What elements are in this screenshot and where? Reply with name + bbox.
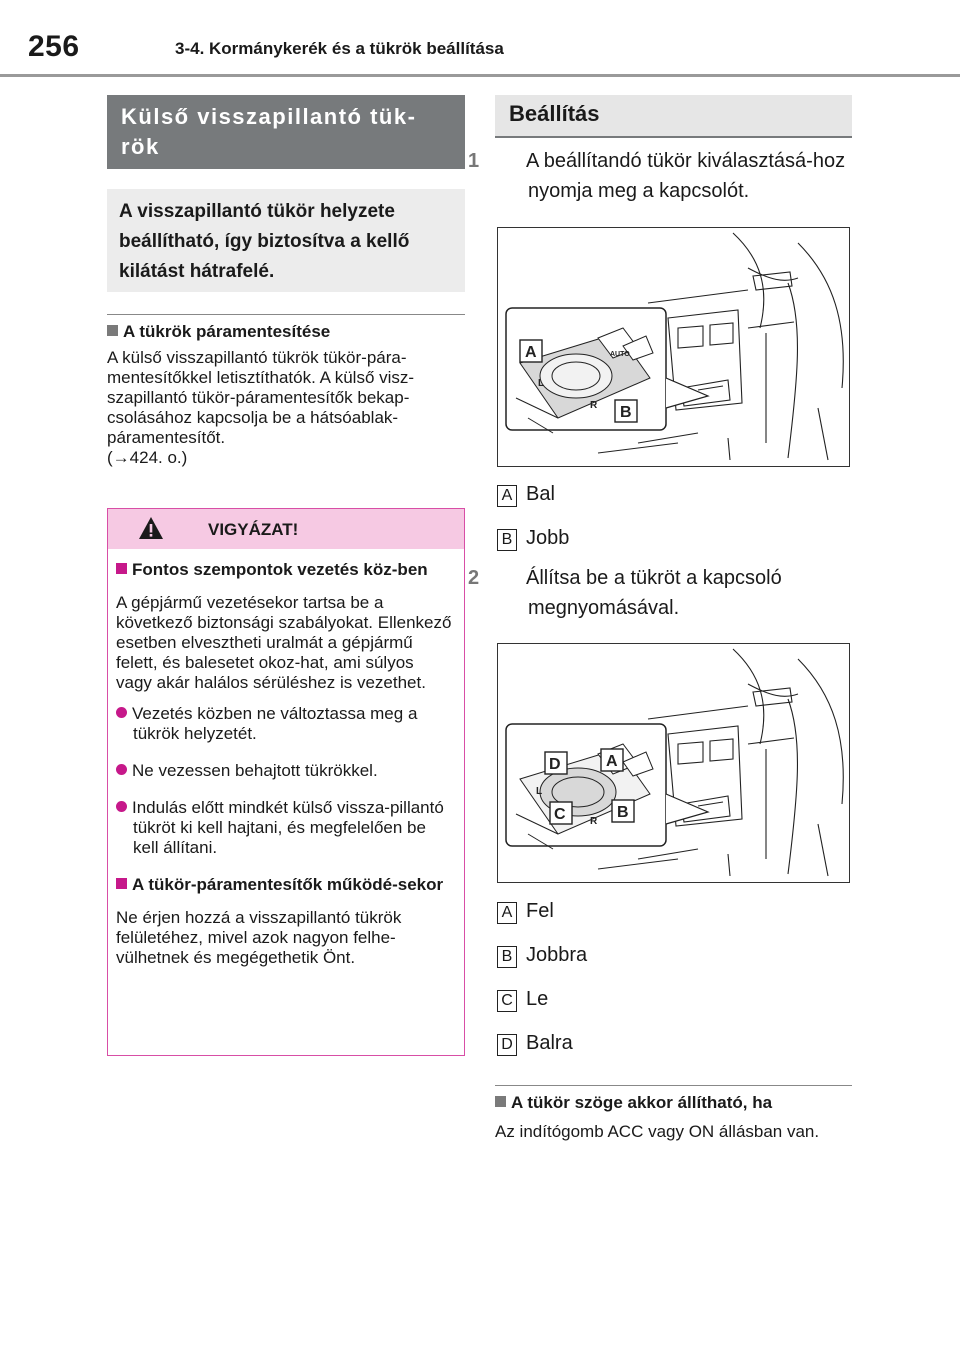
legend1-item-a <box>497 481 555 507</box>
fig1-r-label: R <box>590 400 598 411</box>
caution-text-2: Ne érjen hozzá a visszapillantó tükrök felületéhez, mivel azok nagyon felhe-vülhetnek és megégethetik Önt. <box>116 908 402 967</box>
figure-mirror-adjust <box>497 643 850 883</box>
legend1-text-a: Bal <box>526 483 555 505</box>
fig2-callout-a: A <box>606 753 618 770</box>
caution-header <box>108 509 464 549</box>
legend2-item-a <box>497 898 554 924</box>
caution-bullet-2 <box>116 761 452 781</box>
fig1-callout-b: B <box>620 404 632 421</box>
fig1-l-label: L <box>538 378 545 389</box>
note-heading <box>495 1092 852 1114</box>
legend2-key-b: B <box>497 946 517 968</box>
caution-body <box>116 559 452 968</box>
square-bullet-icon <box>116 563 127 574</box>
mirror-switch-illustration-1 <box>498 228 848 465</box>
fig2-callout-d: D <box>549 756 561 773</box>
defog-title: A tükrök páramentesítése <box>123 322 331 341</box>
divider <box>107 314 465 315</box>
fig2-callout-c: C <box>554 806 566 823</box>
step-1-number: 1 <box>468 150 480 172</box>
square-bullet-icon <box>495 1096 506 1107</box>
defog-section <box>107 321 465 468</box>
caution-subheading-2 <box>116 874 452 896</box>
header-rule <box>0 74 960 77</box>
fig1-auto-label: AUTO <box>610 351 630 358</box>
legend2-text-c: Le <box>526 988 549 1010</box>
caution-bullet-1 <box>116 704 452 744</box>
fig2-r-label: R <box>590 816 598 827</box>
square-bullet-icon <box>116 878 127 889</box>
figure-mirror-select <box>497 227 850 467</box>
legend2-text-a: Fel <box>526 900 554 922</box>
round-bullet-icon <box>116 801 127 812</box>
fig2-callout-b: B <box>617 804 629 821</box>
caution-bullet-1-text: Vezetés közben ne változtassa meg a tükrök helyzetét. <box>132 704 418 743</box>
caution-box <box>107 508 465 1056</box>
caution-bullet-3 <box>116 798 452 858</box>
legend1-key-a: A <box>497 485 517 507</box>
divider <box>495 1085 852 1086</box>
mirror-switch-illustration-2 <box>498 644 848 881</box>
step-2-number: 2 <box>468 567 480 589</box>
caution-bullet-3-text: Indulás előtt mindkét külső vissza-pillantó tükröt ki kell hajtani, és megfelelően be kell állítani. <box>132 798 444 857</box>
step-2-text: Állítsa be a tükröt a kapcsoló megnyomásával. <box>526 567 782 619</box>
legend1-item-b <box>497 525 569 551</box>
legend1-text-b: Jobb <box>526 527 570 549</box>
step-2 <box>468 563 852 623</box>
legend2-text-d: Balra <box>526 1032 573 1054</box>
caution-bullet-2-text: Ne vezessen behajtott tükrökkel. <box>132 761 378 780</box>
warning-triangle-icon <box>138 516 164 540</box>
step-1-text: A beállítandó tükör kiválasztásá-hoz nyomja meg a kapcsolót. <box>526 150 846 202</box>
defog-heading <box>107 321 465 343</box>
caution-sub2: A tükör-páramentesítők működé-sekor <box>132 875 444 894</box>
caution-subheading-1 <box>116 559 452 581</box>
legend2-key-c: C <box>497 990 517 1012</box>
caution-text-1: A gépjármű vezetésekor tartsa be a következő biztonsági szabályokat. Ellenkező esetben elvesztheti uralmát a gépjármű felett, és balesetet okoz-hat, ami súlyos vagy akár halálos sérüléshez is vezethet. <box>116 593 452 692</box>
legend2-item-c <box>497 986 548 1012</box>
legend2-item-b <box>497 942 587 968</box>
square-bullet-icon <box>107 325 118 336</box>
defog-text: A külső visszapillantó tükrök tükör-pára-mentesítőkkel letisztíthatók. A külső visz-szapillantó tükör-páramentesítők bekap-csolásához kapcsolja be a hátsóablak-páramentesítőt. <box>107 348 415 447</box>
section-title-mirrors: Külső visszapillantó tük-rök <box>107 95 465 169</box>
caution-sub1: Fontos szempontok vezetés köz-ben <box>132 560 428 579</box>
chapter-title: 3-4. Kormánykerék és a tükrök beállítása <box>175 39 504 58</box>
note-text: Az indítógomb ACC vagy ON állásban van. <box>495 1122 820 1141</box>
legend2-key-d: D <box>497 1034 517 1056</box>
page-number: 256 <box>28 30 80 63</box>
legend2-key-a: A <box>497 902 517 924</box>
legend2-item-d <box>497 1030 573 1056</box>
note-section <box>495 1092 852 1142</box>
fig1-callout-a: A <box>525 344 537 361</box>
round-bullet-icon <box>116 707 127 718</box>
step-1 <box>468 146 852 206</box>
defog-ref: (→424. o.) <box>107 448 188 467</box>
round-bullet-icon <box>116 764 127 775</box>
page-header <box>0 0 960 80</box>
legend2-text-b: Jobbra <box>526 944 588 966</box>
section-title-adjust: Beállítás <box>495 95 852 138</box>
legend1-key-b: B <box>497 529 517 551</box>
fig2-l-label: L <box>536 786 543 797</box>
intro-box: A visszapillantó tükör helyzete beállítható, így biztosítva a kellő kilátást hátrafelé. <box>107 189 465 292</box>
note-title: A tükör szöge akkor állítható, ha <box>511 1093 773 1112</box>
caution-title: VIGYÁZAT! <box>208 520 299 539</box>
